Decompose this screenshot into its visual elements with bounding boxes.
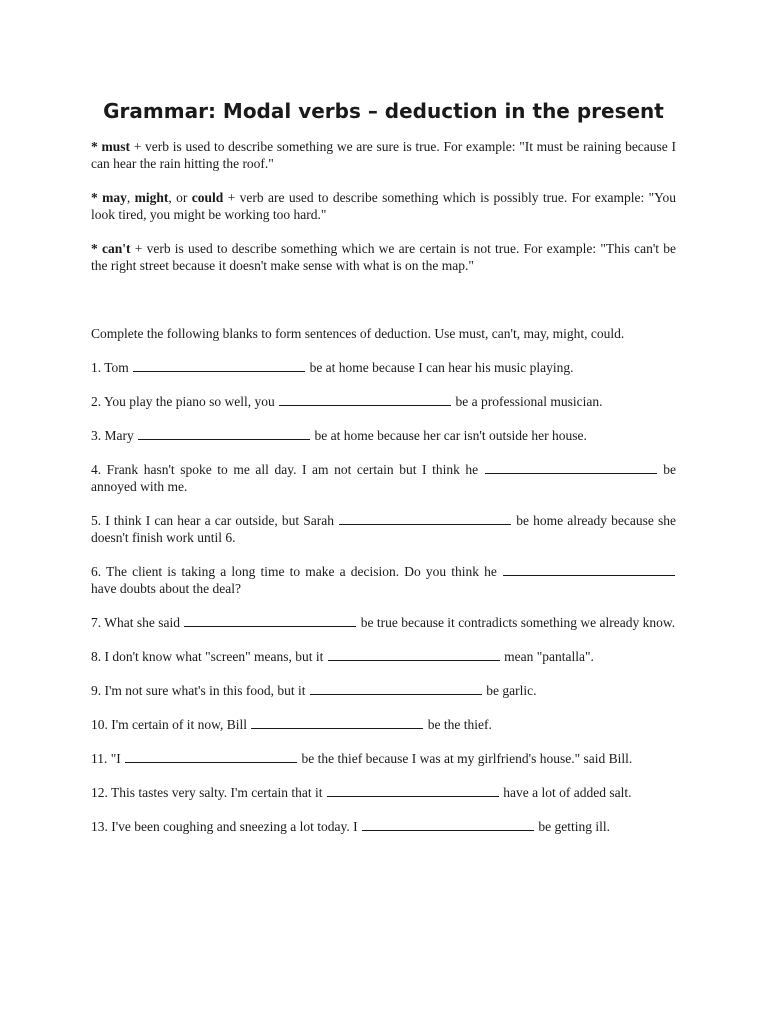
exercise-item — [91, 614, 676, 631]
answer-blank[interactable] — [310, 682, 482, 695]
page-title: Grammar: Modal verbs – deduction in the present — [103, 99, 664, 123]
exercise-text-after: be getting ill. — [538, 819, 610, 834]
exercise-text-before: 10. I'm certain of it now, Bill — [91, 717, 248, 732]
exercise-text-after: be the thief. — [427, 717, 492, 732]
exercise-list — [91, 359, 676, 835]
exercise-text-after: be a professional musician. — [455, 394, 603, 409]
exercise-text-before: 3. Mary — [91, 428, 134, 443]
exercise-text-after: be the thief because I was at my girlfriend's house." said Bill. — [301, 751, 633, 766]
exercise-text-before: 11. "I — [91, 751, 121, 766]
answer-blank[interactable] — [251, 716, 423, 729]
exercise-text-before: 9. I'm not sure what's in this food, but it — [91, 683, 306, 698]
rule-keyword: can't — [102, 241, 131, 256]
answer-blank[interactable] — [279, 393, 451, 406]
exercise-item — [91, 427, 676, 444]
exercise-text-after: have doubts about the deal? — [91, 581, 241, 596]
exercise-item — [91, 461, 676, 495]
exercise-text-after: mean "pantalla". — [504, 649, 594, 664]
exercise-text-after: be home already because she doesn't finish work until 6. — [91, 513, 677, 545]
rule-cant — [91, 240, 676, 274]
rule-must — [91, 138, 676, 172]
answer-blank[interactable] — [125, 750, 297, 763]
exercise-text-before: 7. What she said — [91, 615, 180, 630]
answer-blank[interactable] — [133, 359, 305, 372]
rule-keyword: might — [134, 190, 169, 205]
exercise-item — [91, 784, 676, 801]
answer-blank[interactable] — [327, 784, 499, 797]
exercise-item — [91, 682, 676, 699]
exercise-text-before: 13. I've been coughing and sneezing a lot today. I — [91, 819, 358, 834]
rule-text: + verb is used to describe something which we are certain is not true. For example: "This can't be the right street because it doesn't make sense with what is on the map." — [91, 241, 676, 273]
rules-section — [91, 138, 676, 274]
answer-blank[interactable] — [339, 512, 511, 525]
exercise-item — [91, 393, 676, 410]
exercise-item — [91, 818, 676, 835]
exercise-text-before: 2. You play the piano so well, you — [91, 394, 275, 409]
answer-blank[interactable] — [503, 563, 675, 576]
exercise-text-after: be true because it contradicts something we already know. — [360, 615, 676, 630]
answer-blank[interactable] — [328, 648, 500, 661]
exercise-text-after: be at home because I can hear his music playing. — [309, 360, 574, 375]
worksheet — [91, 97, 676, 852]
rule-may-might-could — [91, 189, 676, 223]
exercise-text-after: be garlic. — [486, 683, 537, 698]
answer-blank[interactable] — [362, 818, 534, 831]
rule-text: + verb are used to describe something which is possibly true. For example: "You look tired, you might be working too hard." — [91, 190, 677, 222]
answer-blank[interactable] — [184, 614, 356, 627]
rule-text: + verb is used to describe something we are sure is true. For example: "It must be raining because I can hear the rain hitting the roof." — [91, 139, 677, 171]
exercise-text-before: 8. I don't know what "screen" means, but it — [91, 649, 324, 664]
exercise-text-before: 4. Frank hasn't spoke to me all day. I am not certain but I think he — [91, 462, 479, 477]
answer-blank[interactable] — [485, 461, 657, 474]
rule-text: , — [126, 190, 135, 205]
exercise-item — [91, 750, 676, 767]
exercise-item — [91, 563, 676, 597]
exercise-text-before: 1. Tom — [91, 360, 129, 375]
exercise-text-after: have a lot of added salt. — [503, 785, 632, 800]
rule-keyword: may — [102, 190, 127, 205]
rule-keyword: could — [191, 190, 224, 205]
rule-keyword: must — [101, 139, 130, 154]
exercise-item — [91, 716, 676, 733]
exercise-text-after: be at home because her car isn't outside her house. — [314, 428, 587, 443]
rule-star: * — [91, 241, 98, 256]
answer-blank[interactable] — [138, 427, 310, 440]
exercise-text-before: 5. I think I can hear a car outside, but Sarah — [91, 513, 335, 528]
rule-star: * — [91, 190, 98, 205]
rule-star: * — [91, 139, 98, 154]
instructions: Complete the following blanks to form sentences of deduction. Use must, can't, may, might, could. — [91, 326, 625, 341]
exercise-item — [91, 512, 676, 546]
exercise-text-before: 6. The client is taking a long time to make a decision. Do you think he — [91, 564, 497, 579]
exercise-item — [91, 648, 676, 665]
exercise-text-after: be annoyed with me. — [91, 462, 676, 494]
rule-text: , or — [168, 190, 192, 205]
exercise-item — [91, 359, 676, 376]
exercise-text-before: 12. This tastes very salty. I'm certain that it — [91, 785, 323, 800]
